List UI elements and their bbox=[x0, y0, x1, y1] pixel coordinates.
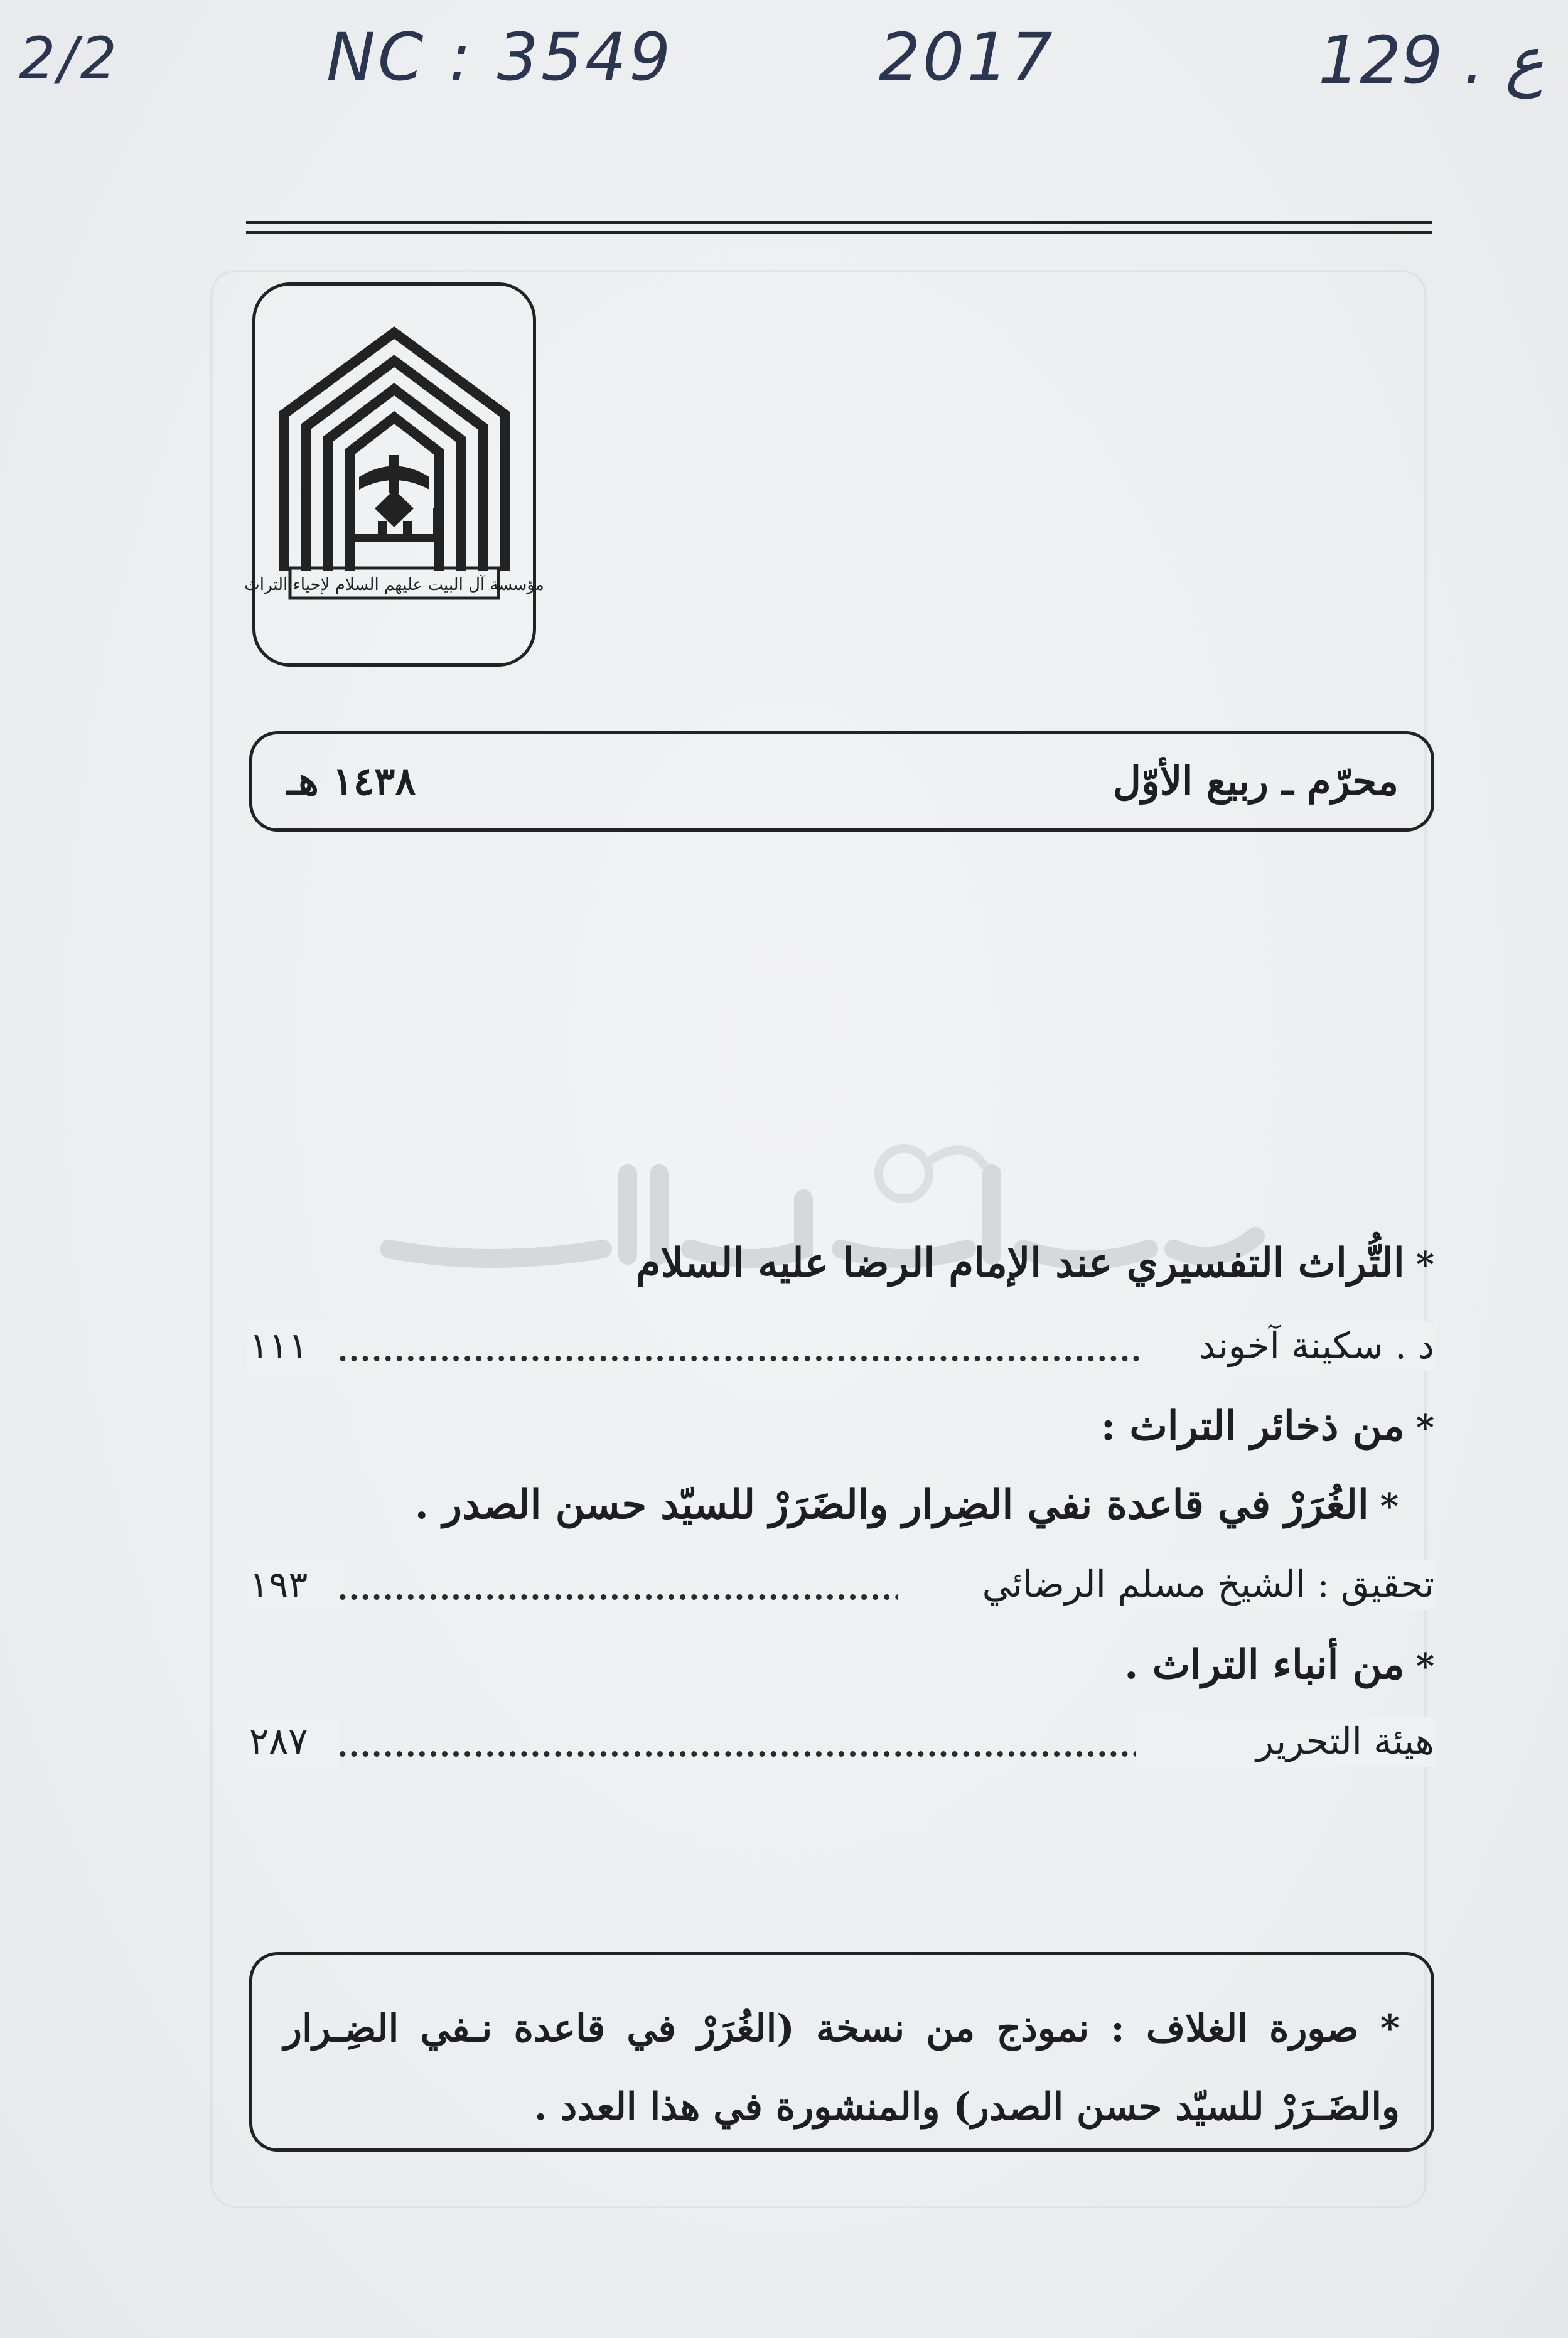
bullet-star: * bbox=[1380, 1486, 1399, 1527]
bullet-star: * bbox=[1415, 1244, 1434, 1285]
issue-year: ١٤٣٨ هـ bbox=[287, 758, 416, 804]
bullet-star: * bbox=[1415, 1407, 1434, 1449]
article-title-text: التُّراث التفسيري عند الإمام الرضا عليه السلام bbox=[635, 1240, 1405, 1287]
entry-page-number: ١٩٣ bbox=[249, 1563, 308, 1606]
article-title-text: الغُرَرْ في قاعدة نفي الضِرار والضَرَرْ للسيّد حسن الصدر . bbox=[414, 1481, 1369, 1528]
entry-page-number: ٢٨٧ bbox=[249, 1720, 308, 1762]
top-rule bbox=[246, 221, 1432, 224]
handwritten-fraction: 2/2 bbox=[19, 25, 120, 92]
issue-months: محرّم ـ ربيع الأوّل bbox=[1112, 758, 1399, 804]
entry-page-number: ١١١ bbox=[249, 1324, 308, 1367]
cover-note-text: * صورة الغلاف : نموذج من نسخة (الغُرَرْ في قاعدة نـفي الضِـرار والضَـرَرْ للسيّد حسن الصدر) والمنشورة في هذا العدد . bbox=[284, 2007, 1400, 2129]
section-heading-text: من أنباء التراث . bbox=[1124, 1641, 1405, 1688]
bullet-star: * bbox=[1415, 1646, 1434, 1687]
entry-author: تحقيق : الشيخ مسلم الرضائي bbox=[982, 1563, 1434, 1606]
toc-entry-3 bbox=[249, 1720, 1434, 1770]
article-title-2 bbox=[415, 1481, 1399, 1528]
top-rule-second bbox=[246, 231, 1432, 234]
entry-author: د . سكينة آخوند bbox=[1199, 1324, 1434, 1367]
handwritten-reference: 129 . ع bbox=[1318, 22, 1544, 99]
toc-entry-2 bbox=[249, 1563, 1434, 1613]
section-heading-text: من ذخائر التراث : bbox=[1100, 1403, 1405, 1450]
institution-logo-icon bbox=[244, 320, 544, 603]
handwritten-code: NC : 3549 bbox=[326, 19, 674, 95]
toc-entry-1 bbox=[249, 1324, 1434, 1375]
section-heading-news bbox=[1124, 1641, 1434, 1688]
cover-note-box bbox=[249, 1952, 1434, 2152]
section-heading-treasures bbox=[1101, 1403, 1434, 1450]
issue-date-box bbox=[249, 731, 1434, 832]
logo-box bbox=[244, 282, 544, 667]
logo-inscription: مؤسسة آل البيت عليهم السلام لإحياء التراث bbox=[244, 576, 544, 594]
handwritten-number: 2017 bbox=[879, 19, 1055, 95]
article-title-1 bbox=[636, 1240, 1434, 1287]
entry-author: هيئة التحرير bbox=[1256, 1720, 1434, 1762]
